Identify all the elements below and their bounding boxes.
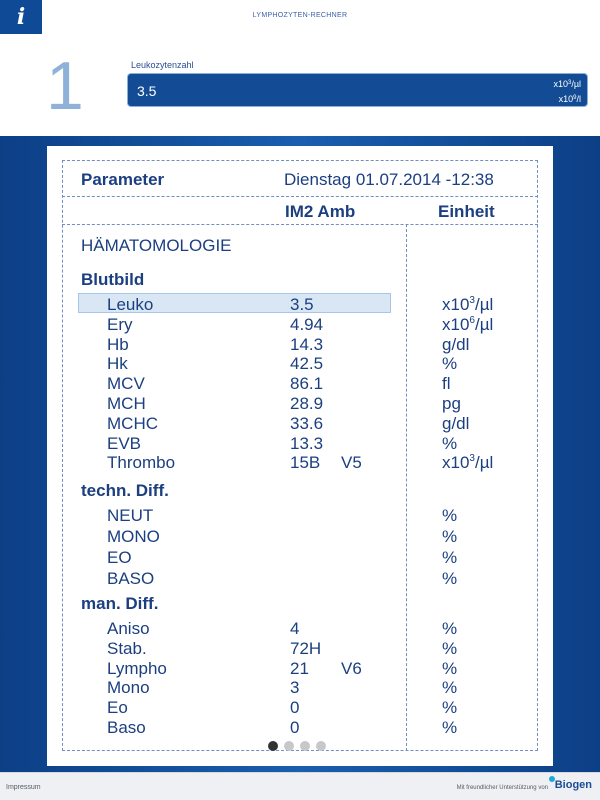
logo-dot-icon [549,776,555,782]
parameter-name: Leuko [107,295,154,314]
parameter-name: EO [107,548,132,567]
app-title: LYMPHOZYTEN-RECHNER [252,12,348,19]
group-title: Blutbild [81,270,145,289]
parameter-name: Thrombo [107,453,176,473]
page-dot[interactable] [268,741,278,751]
leukocyte-count-input[interactable] [127,73,588,107]
parameter-unit: % [442,548,458,567]
parameter-unit: % [442,638,458,658]
parameter-name: NEUT [107,506,154,525]
parameter-value: 72H [290,638,322,658]
table-row [0,527,600,547]
table-row [0,335,600,355]
parameter-name: Hk [107,354,128,374]
step-number: 1 [46,48,84,124]
unit-option-per-microliter[interactable]: $x10^3/\mu l$ [553,79,581,89]
column-divider [62,224,538,225]
table-row [0,639,600,659]
parameter-value: 28.9 [290,394,324,413]
report-date: Dienstag 01.07.2014 -12:38 [284,170,494,189]
parameter-value: 4 [290,619,300,638]
parameter-value: 0 [290,698,300,718]
parameter-unit: $x10^6/\mu l$ [442,314,494,334]
parameter-unit: % [442,569,458,588]
parameter-unit: $x10^3/\mu l$ [442,453,494,473]
parameter-unit: g/dl [442,334,470,354]
parameter-unit: pg [442,394,461,413]
info-icon: i [16,4,26,30]
table-row [0,295,600,315]
page-dot[interactable] [316,741,326,751]
parameter-name: MCH [107,394,146,413]
table-row [0,414,600,434]
table-row [0,434,600,454]
table-row [0,506,600,526]
parameter-flag: V5 [341,453,362,473]
parameter-unit: fl [442,374,451,394]
parameter-unit: % [442,354,458,374]
leukocyte-field-label: Leukozytenzahl [131,60,194,70]
parameter-value: 4.94 [290,314,324,334]
biogen-logo: Biogen [555,779,592,791]
table-row [0,315,600,335]
table-row [0,354,600,374]
parameter-name: BASO [107,569,155,588]
group-title: man. Diff. [81,594,159,613]
group-title: techn. Diff. [81,481,169,500]
parameter-name: MONO [107,527,160,546]
parameter-value: 15B [290,453,321,473]
table-row [0,659,600,679]
footer [0,772,600,800]
section-title: HÄMATOMOLOGIE [81,236,232,255]
parameter-header: Parameter [81,170,165,189]
parameter-unit: $x10^3/\mu l$ [442,295,494,314]
parameter-name: Aniso [107,619,150,638]
parameter-name: Lympho [107,658,167,678]
parameter-value: 3 [290,678,300,698]
page-dot[interactable] [300,741,310,751]
parameter-unit: % [442,718,458,737]
parameter-value: 33.6 [290,413,324,433]
unit-column-header: Einheit [438,202,495,221]
table-row [0,374,600,394]
leukocyte-count-value: 3.5 [137,83,157,99]
impressum-link[interactable]: Impressum [6,784,41,791]
parameter-name: Mono [107,678,150,698]
page-dot[interactable] [284,741,294,751]
parameter-unit: % [442,527,458,546]
parameter-unit: g/dl [442,413,470,433]
parameter-value: 0 [290,718,300,737]
table-row [0,394,600,414]
unit-selector[interactable] [553,76,581,106]
parameter-unit: % [442,433,458,453]
parameter-value: 86.1 [290,374,324,394]
parameter-name: Hb [107,334,129,354]
parameter-name: Baso [107,718,146,737]
parameter-value: 13.3 [290,433,324,453]
parameter-name: MCV [107,374,145,394]
table-row [0,548,600,568]
parameter-unit: % [442,619,458,638]
parameter-name: MCHC [107,413,158,433]
parameter-unit: % [442,506,458,525]
parameter-flag: V6 [341,658,362,678]
table-row [0,698,600,718]
value-column-header: IM2 Amb [285,202,356,221]
parameter-value: 3.5 [290,295,314,314]
parameter-value: 21 [290,658,309,678]
header-divider [62,196,538,197]
unit-option-per-liter[interactable]: $x10^9/l$ [558,94,581,104]
parameter-unit: % [442,678,458,698]
parameter-value: 42.5 [290,354,324,374]
table-row [0,453,600,473]
parameter-name: Eo [107,698,128,718]
parameter-name: EVB [107,433,142,453]
parameter-value: 14.3 [290,334,324,354]
table-row [0,569,600,589]
parameter-unit: % [442,658,458,678]
table-row [0,619,600,639]
parameter-name: Stab. [107,638,147,658]
parameter-unit: % [442,698,458,718]
table-row [0,718,600,738]
support-text: Mit freundlicher Unterstützung von [456,785,548,791]
parameter-name: Ery [107,314,133,334]
table-row [0,678,600,698]
